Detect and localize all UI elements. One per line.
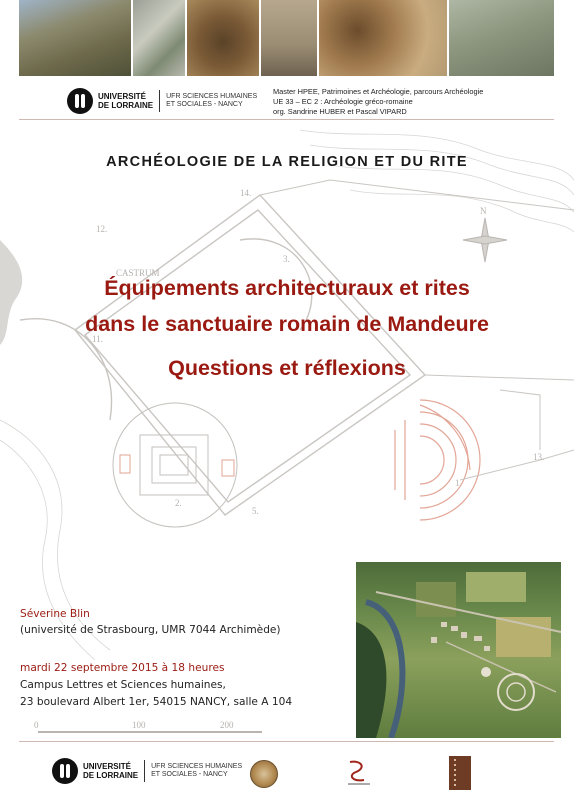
seal-logo xyxy=(250,760,278,788)
university-name: UNIVERSITÉ DE LORRAINE xyxy=(98,92,154,110)
main-title-line2: dans le sanctuaire romain de Mandeure xyxy=(85,312,489,336)
university-name: UNIVERSITÉ DE LORRAINE xyxy=(83,762,139,780)
label-13: 13. xyxy=(533,452,545,462)
course-line: Master HPEE, Patrimoines et Archéologie, parcours Archéologie xyxy=(273,87,484,96)
subtitle: Questions et réflexions xyxy=(168,356,406,380)
university-logo-footer xyxy=(52,758,242,784)
temple-2 xyxy=(113,403,237,527)
aerial-photo-drawing xyxy=(356,562,561,738)
label-12: 12. xyxy=(96,224,108,234)
aerial-photo xyxy=(356,562,561,738)
event-details xyxy=(20,660,292,711)
ul-logo-icon xyxy=(52,758,78,784)
scale-0: 0 xyxy=(34,720,39,730)
course-line: org. Sandrine HUBER et Pascal VIPARD xyxy=(273,107,407,116)
speaker-name: Séverine Blin xyxy=(20,608,90,620)
scale-bar xyxy=(34,720,262,732)
photo-aerial-excavation xyxy=(133,0,185,76)
theatre-1 xyxy=(395,400,480,520)
photo-aerial-ruins xyxy=(449,0,554,76)
scale-200: 200 xyxy=(220,720,234,730)
label-11: 11. xyxy=(92,334,103,344)
course-info xyxy=(273,87,483,117)
photo-landscape xyxy=(19,0,131,76)
ul-logo-icon xyxy=(67,88,93,114)
event-venue: Campus Lettres et Sciences humaines, xyxy=(20,679,226,691)
castrum-label: CASTRUM xyxy=(116,268,160,278)
speaker-affiliation: (université de Strasbourg, UMR 7044 Archimède) xyxy=(20,624,281,636)
university-logo-header xyxy=(67,88,257,114)
label-14: 14. xyxy=(240,188,252,198)
ufr-name: UFR SCIENCES HUMAINES ET SOCIALES - NANCY xyxy=(166,93,258,108)
photo-pottery-vessels xyxy=(319,0,447,76)
label-1: 1. xyxy=(455,478,462,488)
photo-inscribed-block xyxy=(261,0,317,76)
speaker xyxy=(20,607,281,637)
event-date: mardi 22 septembre 2015 à 18 heures xyxy=(20,662,225,674)
series-title: ARCHÉOLOGIE DE LA RELIGION ET DU RITE xyxy=(106,154,468,170)
main-title-line1: Équipements architecturaux et rites xyxy=(104,276,470,300)
compass-rose xyxy=(463,218,507,262)
photo-excavated-pit xyxy=(187,0,259,76)
label-5: 5. xyxy=(252,506,259,516)
faculty-logo xyxy=(344,758,374,788)
footer-divider xyxy=(19,741,554,742)
temple-2-red xyxy=(120,455,234,476)
ufr-name: UFR SCIENCES HUMAINES ET SOCIALES - NANCY xyxy=(151,763,243,778)
north-label: N xyxy=(480,206,487,216)
museum-logo xyxy=(449,756,471,790)
header-photo-strip xyxy=(19,0,554,76)
label-2: 2. xyxy=(175,498,182,508)
course-line: UE 33 – EC 2 : Archéologie gréco-romaine xyxy=(273,97,413,106)
label-3: 3. xyxy=(283,254,290,264)
scale-100: 100 xyxy=(132,720,146,730)
event-address: 23 boulevard Albert 1er, 54015 NANCY, salle A 104 xyxy=(20,696,293,708)
footer-logos xyxy=(0,750,574,796)
